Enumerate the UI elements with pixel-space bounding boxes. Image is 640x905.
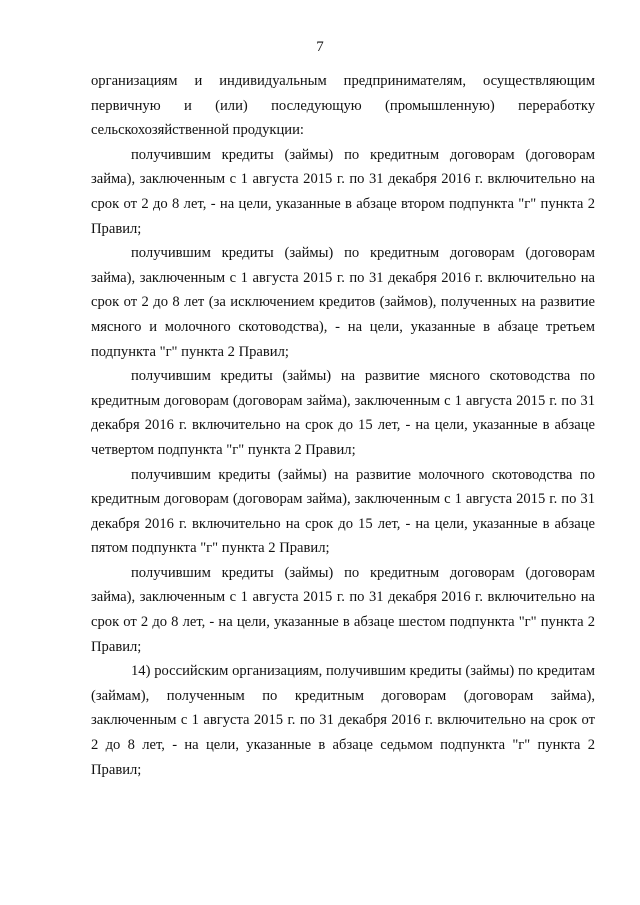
- paragraph-6: получившим кредиты (займы) по кредитным договорам (договорам займа), заключенным с 1 августа 2015 г. по 31 декабря 2016 г. включительно на срок от 2 до 8 лет, - на цели, указанные в абзаце шестом подпункта "г" пункта 2 Правил;: [91, 564, 595, 655]
- paragraph-7: 14) российским организациям, получившим кредиты (займы) по кредитам (займам), полученным по кредитным договорам (договорам займа), заключенным с 1 августа 2015 г. по 31 декабря 2016 г. включительно на срок от 2 до 8 лет, - на цели, указанные в абзаце седьмом подпункта "г" пункта 2 Правил;: [91, 663, 595, 778]
- document-body: [91, 69, 595, 782]
- paragraph-2: получившим кредиты (займы) по кредитным договорам (договорам займа), заключенным с 1 августа 2015 г. по 31 декабря 2016 г. включительно на срок от 2 до 8 лет, - на цели, указанные в абзаце втором подпункта "г" пункта 2 Правил;: [91, 146, 595, 237]
- paragraph-1: организациям и индивидуальным предпринимателям, осуществляющим первичную и (или) последующую (промышленную) переработку сельскохозяйственной продукции:: [91, 73, 595, 139]
- paragraph-5: получившим кредиты (займы) на развитие молочного скотоводства по кредитным договорам (договорам займа), заключенным с 1 августа 2015 г. по 31 декабря 2016 г. включительно на срок до 15 лет, - на цели, указанные в абзаце пятом подпункта "г" пункта 2 Правил;: [91, 466, 595, 557]
- paragraph-3: получившим кредиты (займы) по кредитным договорам (договорам займа), заключенным с 1 августа 2015 г. по 31 декабря 2016 г. включительно на срок от 2 до 8 лет (за исключением кредитов (займов), полученных на развитие мясного и молочного скотоводства), - на цели, указанные в абзаце третьем подпункта "г" пункта 2 Правил;: [91, 245, 595, 360]
- page-number: 7: [316, 39, 324, 55]
- paragraph-4: получившим кредиты (займы) на развитие мясного скотоводства по кредитным договорам (договорам займа), заключенным с 1 августа 2015 г. по 31 декабря 2016 г. включительно на срок до 15 лет, - на цели, указанные в абзаце четвертом подпункта "г" пункта 2 Правил;: [91, 368, 595, 458]
